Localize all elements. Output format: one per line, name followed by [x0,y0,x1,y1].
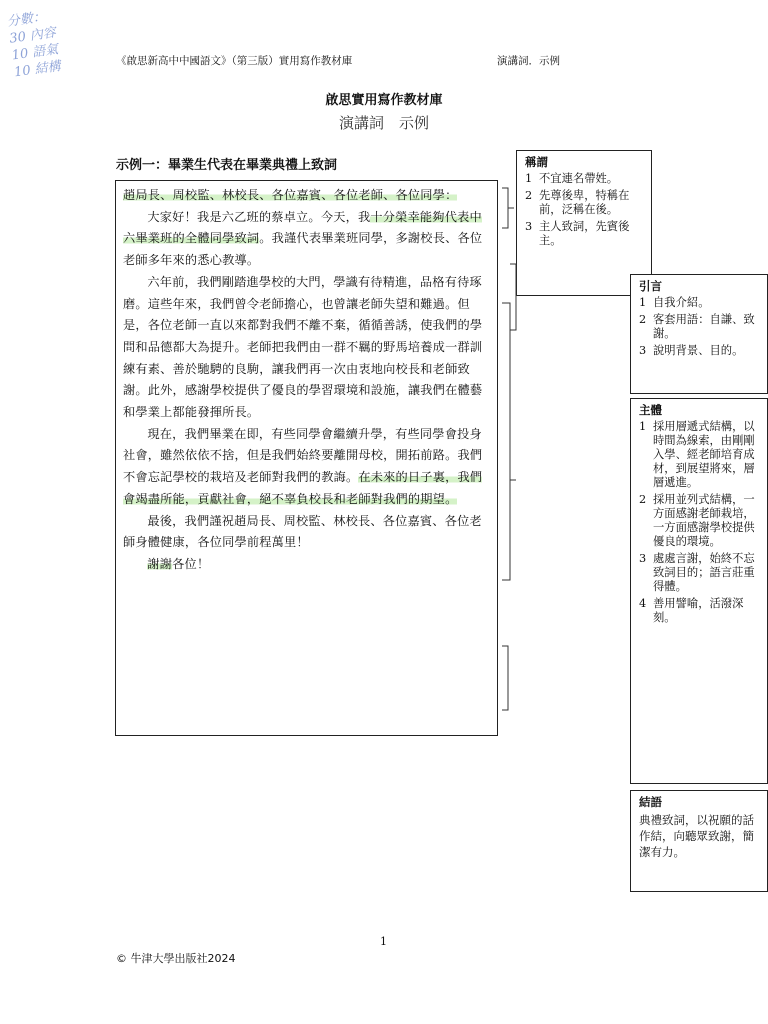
note-item-text: 處處言謝，始終不忘致詞目的；語言莊重得體。 [653,552,755,593]
bracket-body [502,303,516,580]
highlight-future: 在未來的日子裏，我們會竭盡所能，貢獻社會，絕不辜負校長和老師對我們的期望。 [123,470,483,506]
note-title: 稱謂 [525,155,548,169]
handwritten-line: 分數： [6,9,47,30]
handwritten-line: 30 內容 [8,25,57,47]
page-title: 啟思實用寫作教材庫 [325,93,443,108]
highlight-intro: 十分榮幸能夠代表中六畢業班的全體同學致詞 [123,209,482,246]
handwritten-line: 10 語氣 [10,42,60,64]
note-item-number: 3 [639,344,647,357]
speech-paragraph-body-1: 六年前，我們剛踏進學校的大門，學識有待精進，品格有待琢磨。這些年來，我們曾令老師擔心，也曾讓老師失望和難過。但是，各位老師一直以來都對我們不離不棄，循循善誘，使我們的學問和品德都大為提升。老師把我們由一群不羈的野馬培養成一群訓練有素、善於馳騁的良駒，讓我們再一次由衷地向校長和老師致謝。此外，感謝學校提供了優良的學習環境和設施，讓我們在體藝和學業上都能發揮所長。 [123,274,483,420]
note-conclusion [630,790,768,892]
speech-paragraph-closing: 最後，我們謹祝趙局長、周校監、林校長、各位嘉賓、各位老師身體健康，各位同學前程萬里！ [123,513,482,550]
note-item [639,597,761,625]
note-item-text: 善用譬喻，活潑深刻。 [653,597,744,624]
note-body [630,398,768,784]
note-intro [630,274,768,394]
text-segment: 。我謹代表畢業班同學，多謝校長、各位老師多年來的悉心教導。 [123,231,483,268]
highlight-thanks: 謝謝 [147,556,173,571]
example-title: 示例一：畢業生代表在畢業典禮上致詞 [116,158,338,173]
note-item-text: 說明背景、目的。 [653,344,744,357]
copyright-footer: © 牛津大學出版社2024 [116,952,236,965]
note-item-number: 3 [525,220,533,233]
speech-text-box [115,180,498,736]
note-title: 結語 [639,795,662,809]
bracket-salutation [502,188,514,228]
note-title: 主體 [639,403,662,417]
note-item [639,493,761,549]
note-item-text: 採用層遞式結構，以時間為線索，由剛剛入學、經老師培育成材，到展望將來，層層遞進。 [653,420,755,489]
speech-paragraph-intro [123,207,492,272]
note-item-text: 採用並列式結構，一方面感謝老師栽培，一方面感謝學校提供優良的環境。 [653,493,755,548]
note-item [639,296,761,310]
text-segment: 現在，我們畢業在即，有些同學會繼續升學，有些同學會投身社會，雖然依依不捨，但是我們始終要離開母校，開拓前路。我們不會忘記學校的栽培及老師對我們的教誨。 [123,426,483,485]
note-text: 典禮致詞，以祝願的話作結，向聽眾致謝，簡潔有力。 [639,813,754,859]
note-item [525,189,645,217]
highlight-salutation: 趙局長、周校監、林校長、各位嘉賓、各位老師、各位同學： [123,188,458,202]
note-item-text: 不宜連名帶姓。 [539,172,619,185]
speech-salutation [123,185,492,207]
note-item-text: 自我介紹。 [653,296,710,309]
note-title: 引言 [639,279,662,293]
handwritten-score-notes [6,4,85,81]
note-item-number: 2 [639,493,647,506]
handwritten-line: 10 結構 [13,58,62,81]
text-segment: 各位！ [172,556,210,571]
note-item-number: 2 [639,313,647,326]
note-item [639,552,761,594]
note-item [639,344,761,358]
note-item-number: 2 [525,189,533,202]
page-number: 1 [380,935,387,948]
speech-paragraph-thanks [123,554,492,576]
note-item-number: 1 [639,296,647,309]
note-item-number: 4 [639,597,647,610]
header-left: 《啟思新高中中國語文》（第三版）實用寫作教材庫 [116,55,353,67]
header-right: 演講詞．示例 [497,55,560,67]
note-item-number: 3 [639,552,647,565]
note-item [639,313,761,341]
text-segment: 大家好！我是六乙班的蔡卓立。今天，我 [147,209,371,224]
note-item [525,220,645,248]
bracket-conclusion [502,646,508,710]
note-item-number: 1 [525,172,533,185]
speech-paragraph-body-2 [123,424,492,511]
note-item-text: 客套用語：自謙、致謝。 [653,313,755,340]
note-item-text: 主人致詞，先賓後主。 [539,220,630,247]
note-item [525,172,645,186]
note-item-text: 先尊後卑，特稱在前，泛稱在後。 [539,189,630,216]
note-item [639,420,761,490]
page-subtitle: 演講詞 示例 [338,114,429,132]
note-item-number: 1 [639,420,647,433]
